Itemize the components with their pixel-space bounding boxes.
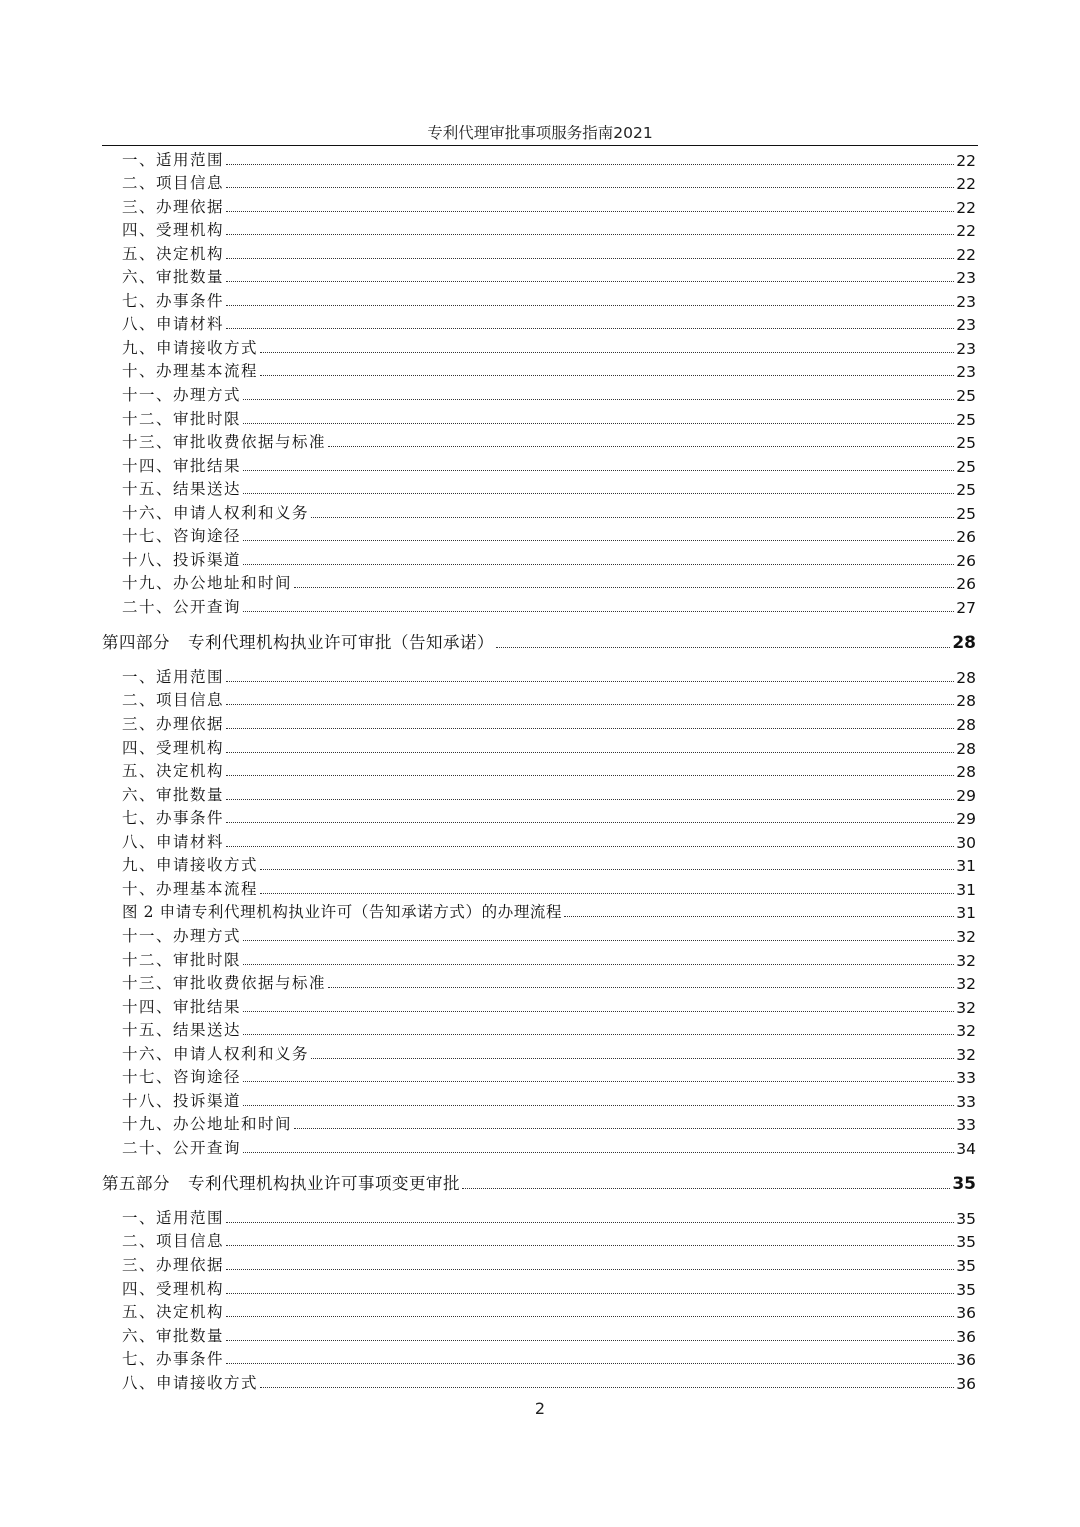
toc-page-number: 32: [956, 1045, 976, 1064]
toc-page-number: 29: [956, 810, 976, 829]
toc-entry-title: 十五、结果送达: [122, 480, 242, 499]
dot-leader: [226, 1269, 954, 1270]
toc-entry-title: 十九、办公地址和时间: [122, 574, 293, 593]
toc-entry[interactable]: [102, 1322, 976, 1346]
toc-page-number: 25: [956, 434, 976, 453]
toc-page-number: 23: [956, 269, 976, 288]
toc-section-label: 第五部分: [102, 1173, 170, 1193]
toc-entry-title: 一、适用范围: [122, 1208, 225, 1227]
toc-entry-title: 图 2 申请专利代理机构执业许可（告知承诺方式）的办理流程: [122, 903, 563, 922]
toc-entry-title: 八、申请材料: [122, 315, 225, 334]
toc-page-number: 28: [956, 716, 976, 735]
toc-entry[interactable]: [102, 970, 976, 994]
toc-page-number: 23: [956, 292, 976, 311]
toc-entry[interactable]: [102, 922, 976, 946]
toc-section-heading[interactable]: [102, 617, 976, 657]
toc-entry[interactable]: [102, 1228, 976, 1252]
dot-leader: [226, 1316, 954, 1317]
toc-entry[interactable]: [102, 1017, 976, 1041]
toc-entry[interactable]: [102, 657, 976, 687]
dot-leader: [243, 1105, 954, 1106]
dot-leader: [311, 517, 954, 518]
toc-entry[interactable]: [102, 758, 976, 782]
toc-entry-title: 十九、办公地址和时间: [122, 1115, 293, 1134]
toc-entry-title: 四、受理机构: [122, 738, 225, 757]
toc-entry[interactable]: [102, 781, 976, 805]
dot-leader: [243, 1081, 954, 1082]
toc-entry-title: 二、项目信息: [122, 1232, 225, 1251]
toc-section-label: 第四部分: [102, 632, 170, 652]
toc-entry[interactable]: [102, 311, 976, 335]
toc-entry-title: 二、项目信息: [122, 691, 225, 710]
toc-entry[interactable]: [102, 1064, 976, 1088]
toc-entry[interactable]: [102, 570, 976, 594]
toc-entry[interactable]: [102, 429, 976, 453]
toc-entry[interactable]: [102, 381, 976, 405]
toc-entry-title: 十七、咨询途径: [122, 1068, 242, 1087]
toc-entry[interactable]: [102, 240, 976, 264]
toc-page-number: 32: [956, 975, 976, 994]
dot-leader: [226, 775, 954, 776]
dot-leader: [496, 647, 950, 648]
toc-page-number: 23: [956, 339, 976, 358]
toc-entry-title: 专利代理机构执业许可审批（告知承诺）: [188, 632, 494, 652]
toc-page-number: 22: [956, 198, 976, 217]
toc-entry-title: 二十、公开查询: [122, 1138, 242, 1157]
toc-page-number: 33: [956, 1069, 976, 1088]
dot-leader: [260, 352, 954, 353]
toc-page-number: 22: [956, 222, 976, 241]
dot-leader: [243, 399, 954, 400]
toc-entry[interactable]: [102, 1134, 976, 1158]
toc-entry-title: 八、申请材料: [122, 832, 225, 851]
toc-page-number: 36: [956, 1374, 976, 1393]
page-header-title: 专利代理审批事项服务指南2021: [427, 124, 653, 142]
toc-entry[interactable]: [102, 170, 976, 194]
toc-section-heading[interactable]: [102, 1158, 976, 1198]
toc-entry[interactable]: [102, 358, 976, 382]
toc-entry[interactable]: [102, 523, 976, 547]
toc-page-number: 27: [956, 598, 976, 617]
dot-leader: [226, 211, 954, 212]
toc-entry-title: 七、办事条件: [122, 1350, 225, 1369]
toc-entry-title: 十三、审批收费依据与标准: [122, 974, 327, 993]
toc-page-number: 23: [956, 363, 976, 382]
toc-entry[interactable]: [102, 334, 976, 358]
toc-entry-title: 九、申请接收方式: [122, 856, 259, 875]
toc-entry[interactable]: [102, 828, 976, 852]
dot-leader: [226, 704, 954, 705]
toc-entry-title: 三、办理依据: [122, 715, 225, 734]
dot-leader: [226, 799, 954, 800]
table-of-contents: [102, 146, 976, 1393]
dot-leader: [226, 258, 954, 259]
toc-page-number: 28: [956, 668, 976, 687]
toc-entry-title: 十八、投诉渠道: [122, 550, 242, 569]
toc-entry[interactable]: [102, 287, 976, 311]
toc-entry-title: 五、决定机构: [122, 244, 225, 263]
dot-leader: [243, 470, 954, 471]
dot-leader: [226, 681, 954, 682]
toc-entry-title: 二、项目信息: [122, 174, 225, 193]
toc-page-number: 25: [956, 410, 976, 429]
toc-entry[interactable]: [102, 1198, 976, 1228]
toc-entry-title: 十、办理基本流程: [122, 879, 259, 898]
toc-entry-title: 十二、审批时限: [122, 409, 242, 428]
toc-entry-title: 五、决定机构: [122, 1303, 225, 1322]
toc-page-number: 35: [952, 1173, 976, 1194]
toc-entry[interactable]: [102, 993, 976, 1017]
toc-page-number: 36: [956, 1351, 976, 1370]
toc-entry-title: 四、受理机构: [122, 221, 225, 240]
toc-entry[interactable]: [102, 687, 976, 711]
toc-page-number: 35: [956, 1209, 976, 1228]
dot-leader: [226, 234, 954, 235]
toc-entry[interactable]: [102, 1369, 976, 1393]
toc-page-number: 32: [956, 1022, 976, 1041]
dot-leader: [226, 1245, 954, 1246]
toc-entry[interactable]: [102, 193, 976, 217]
toc-page-number: 28: [956, 763, 976, 782]
toc-page-number: 36: [956, 1304, 976, 1323]
dot-leader: [226, 728, 954, 729]
dot-leader: [226, 1222, 954, 1223]
toc-entry-title: 十四、审批结果: [122, 997, 242, 1016]
toc-entry[interactable]: [102, 546, 976, 570]
toc-entry[interactable]: [102, 593, 976, 617]
dot-leader: [260, 893, 954, 894]
dot-leader: [243, 1152, 954, 1153]
toc-page-number: 25: [956, 387, 976, 406]
dot-leader: [226, 281, 954, 282]
toc-page-number: 22: [956, 175, 976, 194]
toc-entry-title: 三、办理依据: [122, 197, 225, 216]
dot-leader: [243, 1034, 954, 1035]
dot-leader: [226, 164, 954, 165]
toc-page-number: 22: [956, 151, 976, 170]
toc-page-number: 26: [956, 528, 976, 547]
dot-leader: [226, 822, 954, 823]
toc-entry-title: 一、适用范围: [122, 667, 225, 686]
toc-entry-title: 九、申请接收方式: [122, 338, 259, 357]
dot-leader: [226, 305, 954, 306]
toc-entry-title: 十八、投诉渠道: [122, 1091, 242, 1110]
toc-entry-title: 六、审批数量: [122, 268, 225, 287]
toc-entry[interactable]: [102, 852, 976, 876]
toc-entry[interactable]: [102, 1299, 976, 1323]
dot-leader: [226, 846, 954, 847]
dot-leader: [226, 187, 954, 188]
toc-page-number: 33: [956, 1116, 976, 1135]
dot-leader: [243, 1011, 954, 1012]
toc-page-number: 32: [956, 927, 976, 946]
toc-entry-title: 六、审批数量: [122, 1326, 225, 1345]
toc-entry[interactable]: [102, 875, 976, 899]
toc-entry-title: 十三、审批收费依据与标准: [122, 433, 327, 452]
toc-entry[interactable]: [102, 710, 976, 734]
toc-page-number: 25: [956, 481, 976, 500]
toc-entry[interactable]: [102, 805, 976, 829]
toc-page-number: 35: [956, 1233, 976, 1252]
toc-entry-title: 五、决定机构: [122, 762, 225, 781]
toc-entry-title: 八、申请接收方式: [122, 1373, 259, 1392]
dot-leader: [462, 1188, 950, 1189]
toc-page-number: 22: [956, 245, 976, 264]
toc-entry[interactable]: [102, 452, 976, 476]
toc-page-number: 28: [952, 632, 976, 653]
toc-entry-title: 四、受理机构: [122, 1279, 225, 1298]
toc-entry-title: 十一、办理方式: [122, 926, 242, 945]
toc-entry-title: 十四、审批结果: [122, 456, 242, 475]
toc-entry-title: 七、办事条件: [122, 809, 225, 828]
toc-page-number: 33: [956, 1092, 976, 1111]
toc-entry[interactable]: [102, 946, 976, 970]
page-number: 2: [534, 1399, 546, 1418]
toc-entry[interactable]: [102, 1275, 976, 1299]
toc-entry[interactable]: [102, 499, 976, 523]
toc-entry[interactable]: [102, 264, 976, 288]
toc-entry[interactable]: [102, 405, 976, 429]
toc-entry-title: 十二、审批时限: [122, 950, 242, 969]
toc-entry[interactable]: [102, 1251, 976, 1275]
toc-entry[interactable]: [102, 217, 976, 241]
dot-leader: [243, 611, 954, 612]
toc-page-number: 28: [956, 739, 976, 758]
toc-page-number: 31: [956, 904, 976, 923]
toc-page-number: 23: [956, 316, 976, 335]
dot-leader: [243, 540, 954, 541]
toc-page-number: 35: [956, 1256, 976, 1275]
dot-leader: [226, 1340, 954, 1341]
dot-leader: [311, 1058, 954, 1059]
toc-entry-title: 二十、公开查询: [122, 597, 242, 616]
dot-leader: [328, 987, 954, 988]
dot-leader: [226, 752, 954, 753]
dot-leader: [243, 964, 954, 965]
toc-page-number: 29: [956, 786, 976, 805]
toc-page-number: 35: [956, 1280, 976, 1299]
toc-entry-title: 十七、咨询途径: [122, 527, 242, 546]
toc-entry[interactable]: [102, 1040, 976, 1064]
toc-page-number: 31: [956, 857, 976, 876]
toc-entry[interactable]: [102, 476, 976, 500]
dot-leader: [328, 446, 954, 447]
toc-page-number: 36: [956, 1327, 976, 1346]
toc-page-number: 34: [956, 1139, 976, 1158]
dot-leader: [243, 493, 954, 494]
toc-page-number: 26: [956, 575, 976, 594]
dot-leader: [260, 869, 954, 870]
dot-leader: [226, 1363, 954, 1364]
toc-entry-title: 专利代理机构执业许可事项变更审批: [188, 1173, 460, 1193]
toc-entry-title: 十六、申请人权利和义务: [122, 1044, 310, 1063]
toc-entry[interactable]: [102, 734, 976, 758]
toc-entry[interactable]: [102, 1346, 976, 1370]
toc-page-number: 25: [956, 457, 976, 476]
toc-page-number: 30: [956, 833, 976, 852]
toc-entry[interactable]: [102, 146, 976, 170]
dot-leader: [226, 328, 954, 329]
toc-entry-title: 三、办理依据: [122, 1255, 225, 1274]
toc-entry-title: 十六、申请人权利和义务: [122, 503, 310, 522]
dot-leader: [294, 1128, 954, 1129]
dot-leader: [260, 1387, 954, 1388]
toc-entry[interactable]: [102, 1111, 976, 1135]
toc-entry-title: 七、办事条件: [122, 291, 225, 310]
toc-entry-title: 十一、办理方式: [122, 386, 242, 405]
toc-page-number: 32: [956, 951, 976, 970]
toc-entry-title: 六、审批数量: [122, 785, 225, 804]
dot-leader: [226, 1293, 954, 1294]
toc-page-number: 25: [956, 504, 976, 523]
toc-page-number: 32: [956, 998, 976, 1017]
dot-leader: [294, 587, 954, 588]
dot-leader: [260, 375, 954, 376]
toc-page-number: 28: [956, 692, 976, 711]
dot-leader: [243, 940, 954, 941]
toc-page-number: 26: [956, 551, 976, 570]
toc-entry[interactable]: [102, 1087, 976, 1111]
toc-figure-entry[interactable]: [102, 899, 976, 923]
dot-leader: [243, 423, 954, 424]
toc-entry-title: 十、办理基本流程: [122, 362, 259, 381]
toc-page-number: 31: [956, 880, 976, 899]
dot-leader: [243, 564, 954, 565]
dot-leader: [564, 916, 954, 917]
toc-entry-title: 一、适用范围: [122, 150, 225, 169]
toc-entry-title: 十五、结果送达: [122, 1021, 242, 1040]
